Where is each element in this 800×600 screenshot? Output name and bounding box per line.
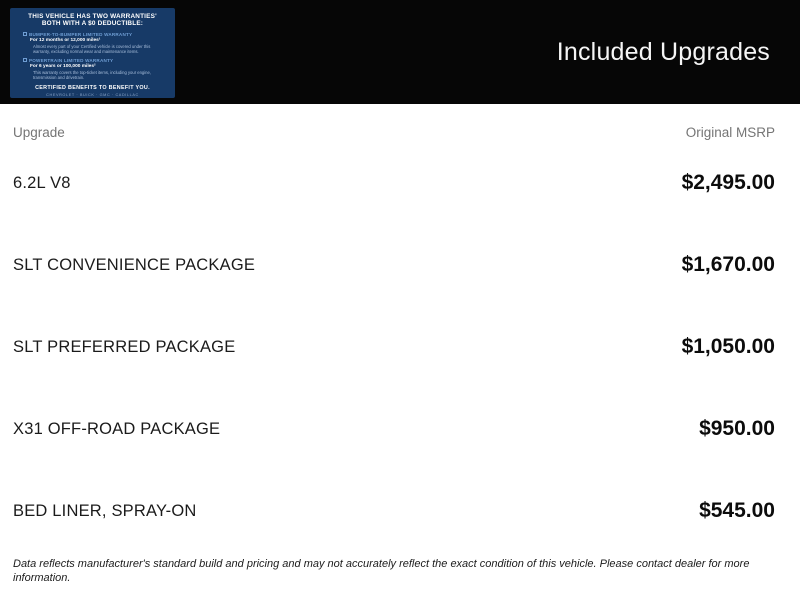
warranty-thumbnail-image[interactable] <box>10 8 175 98</box>
upgrade-name: 6.2L V8 <box>13 173 71 192</box>
upgrade-price: $545.00 <box>699 499 775 522</box>
table-row <box>13 470 775 552</box>
upgrade-name: SLT CONVENIENCE PACKAGE <box>13 255 256 274</box>
warranty-title-line2: BOTH WITH A $0 DEDUCTIBLE: <box>41 20 144 28</box>
warranty-body-text: Almost every part of your Certified vehicle is covered under this warranty, excluding normal wear and maintenance items. <box>33 43 151 54</box>
table-row <box>13 306 775 388</box>
checkbox-icon <box>23 32 27 36</box>
upgrade-name: BED LINER, SPRAY-ON <box>13 501 197 520</box>
upgrade-name: SLT PREFERRED PACKAGE <box>13 337 236 356</box>
header-bar <box>0 0 800 104</box>
upgrades-table <box>0 122 800 552</box>
warranty-body-text: This warranty covers the top-ticket items, including your engine, transmission and drivetrain. <box>33 69 152 80</box>
disclaimer-text: Data reflects manufacturer's standard build and pricing and may not accurately reflect the exact condition of this vehicle. Please contact dealer for more information. <box>13 558 750 584</box>
warranty-subheading: For 12 months or 12,000 miles¹ <box>30 37 101 43</box>
warranty-heading: BUMPER-TO-BUMPER LIMITED WARRANTY <box>29 31 133 37</box>
upgrade-name: X31 OFF-ROAD PACKAGE <box>13 419 221 438</box>
warranty-heading: POWERTRAIN LIMITED WARRANTY <box>29 57 114 63</box>
warranty-title-line1: THIS VEHICLE HAS TWO WARRANTIES' <box>28 13 157 20</box>
column-header-msrp: Original MSRP <box>685 124 775 140</box>
upgrade-price: $2,495.00 <box>681 171 775 194</box>
page-title: Included Upgrades <box>556 37 770 66</box>
table-row <box>13 224 775 306</box>
table-row <box>13 142 775 224</box>
upgrade-price: $1,050.00 <box>681 335 775 358</box>
column-header-upgrade: Upgrade <box>13 124 65 140</box>
warranty-section-powertrain <box>17 58 168 80</box>
table-row <box>13 388 775 470</box>
warranty-card-title <box>17 13 168 28</box>
upgrade-price: $950.00 <box>699 417 775 440</box>
warranty-section-bumper <box>17 32 168 54</box>
warranty-card-footer: CERTIFIED BENEFITS TO BENEFIT YOU. <box>35 84 150 91</box>
warranty-subheading: For 6 years or 100,000 miles² <box>30 63 96 69</box>
upgrade-price: $1,670.00 <box>681 253 775 276</box>
checkbox-icon <box>23 58 27 62</box>
brand-logos: CHEVROLET · BUICK · GMC · CADILLAC <box>46 93 139 98</box>
table-header-row <box>13 122 775 142</box>
